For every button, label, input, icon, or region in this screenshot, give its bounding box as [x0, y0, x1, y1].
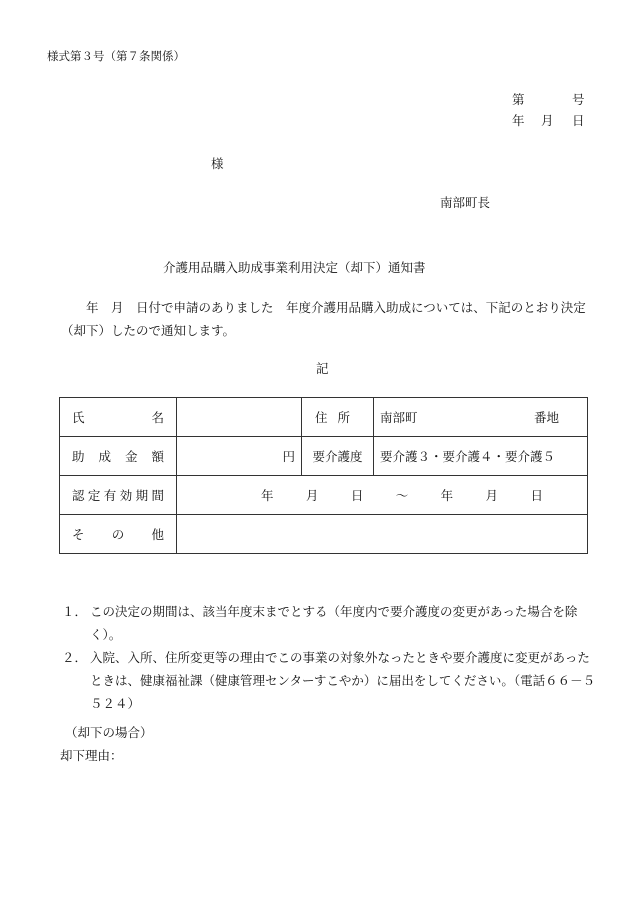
name-value [177, 398, 302, 437]
period-tilde: ～ [395, 488, 409, 503]
date-day: 日 [572, 113, 585, 128]
name-label: 氏名 [60, 398, 177, 437]
care-level-value: 要介護３・要介護４・要介護５ [374, 437, 588, 476]
reference-dai: 第 [512, 92, 525, 107]
care-level-label: 要介護度 [302, 437, 374, 476]
address-town: 南部町 [380, 410, 418, 425]
note-number: １． [62, 604, 88, 619]
decision-table [59, 397, 588, 554]
other-label: その他 [60, 515, 177, 554]
address-value [374, 398, 588, 437]
period-end-month: 月 [485, 488, 499, 503]
period-value [177, 476, 588, 515]
amount-value [177, 437, 302, 476]
rejection-heading: （却下の場合） [65, 725, 153, 740]
table-row [60, 437, 588, 476]
body-text: 年 月 日付で申請のありました 年度介護用品購入助成については、下記のとおり決定（却下）したので通知します。 [61, 300, 586, 338]
rejection-reason-label: 却下理由： [60, 748, 123, 763]
date-year: 年 [512, 113, 525, 128]
period-end-year: 年 [440, 488, 454, 503]
note-text: この決定の期間は、該当年度末までとする（年度内で要介護度の変更があった場合を除く）。 [90, 604, 578, 642]
table-row [60, 476, 588, 515]
reference-go: 号 [572, 92, 585, 107]
ki-heading: 記 [316, 361, 329, 376]
amount-unit: 円 [282, 449, 295, 464]
form-number: 様式第３号（第７条関係） [47, 49, 185, 63]
address-label: 住所 [302, 398, 374, 437]
issuer: 南部町長 [440, 195, 491, 210]
list-item [62, 600, 602, 646]
period-end-day: 日 [530, 488, 543, 503]
table-row [60, 515, 588, 554]
note-text: 入院、入所、住所変更等の理由でこの事業の対象外なったときや要介護度に変更があったときは、健康福祉課（健康管理センターすこやか）に届出をしてください。（電話６６－５５２４） [90, 650, 596, 711]
date-month: 月 [541, 113, 554, 128]
address-banchi: 番地 [533, 410, 559, 425]
period-start-month: 月 [305, 488, 319, 503]
list-item [62, 646, 602, 715]
note-number: ２． [62, 650, 88, 665]
table-row [60, 398, 588, 437]
addressee-suffix: 様 [211, 156, 224, 171]
period-label: 認定有効期間 [60, 476, 177, 515]
amount-label: 助成金額 [60, 437, 177, 476]
other-value [177, 515, 588, 554]
period-start-year: 年 [261, 488, 274, 503]
period-start-day: 日 [350, 488, 364, 503]
notes-list [62, 600, 602, 715]
document-title: 介護用品購入助成事業利用決定（却下）通知書 [163, 260, 426, 275]
